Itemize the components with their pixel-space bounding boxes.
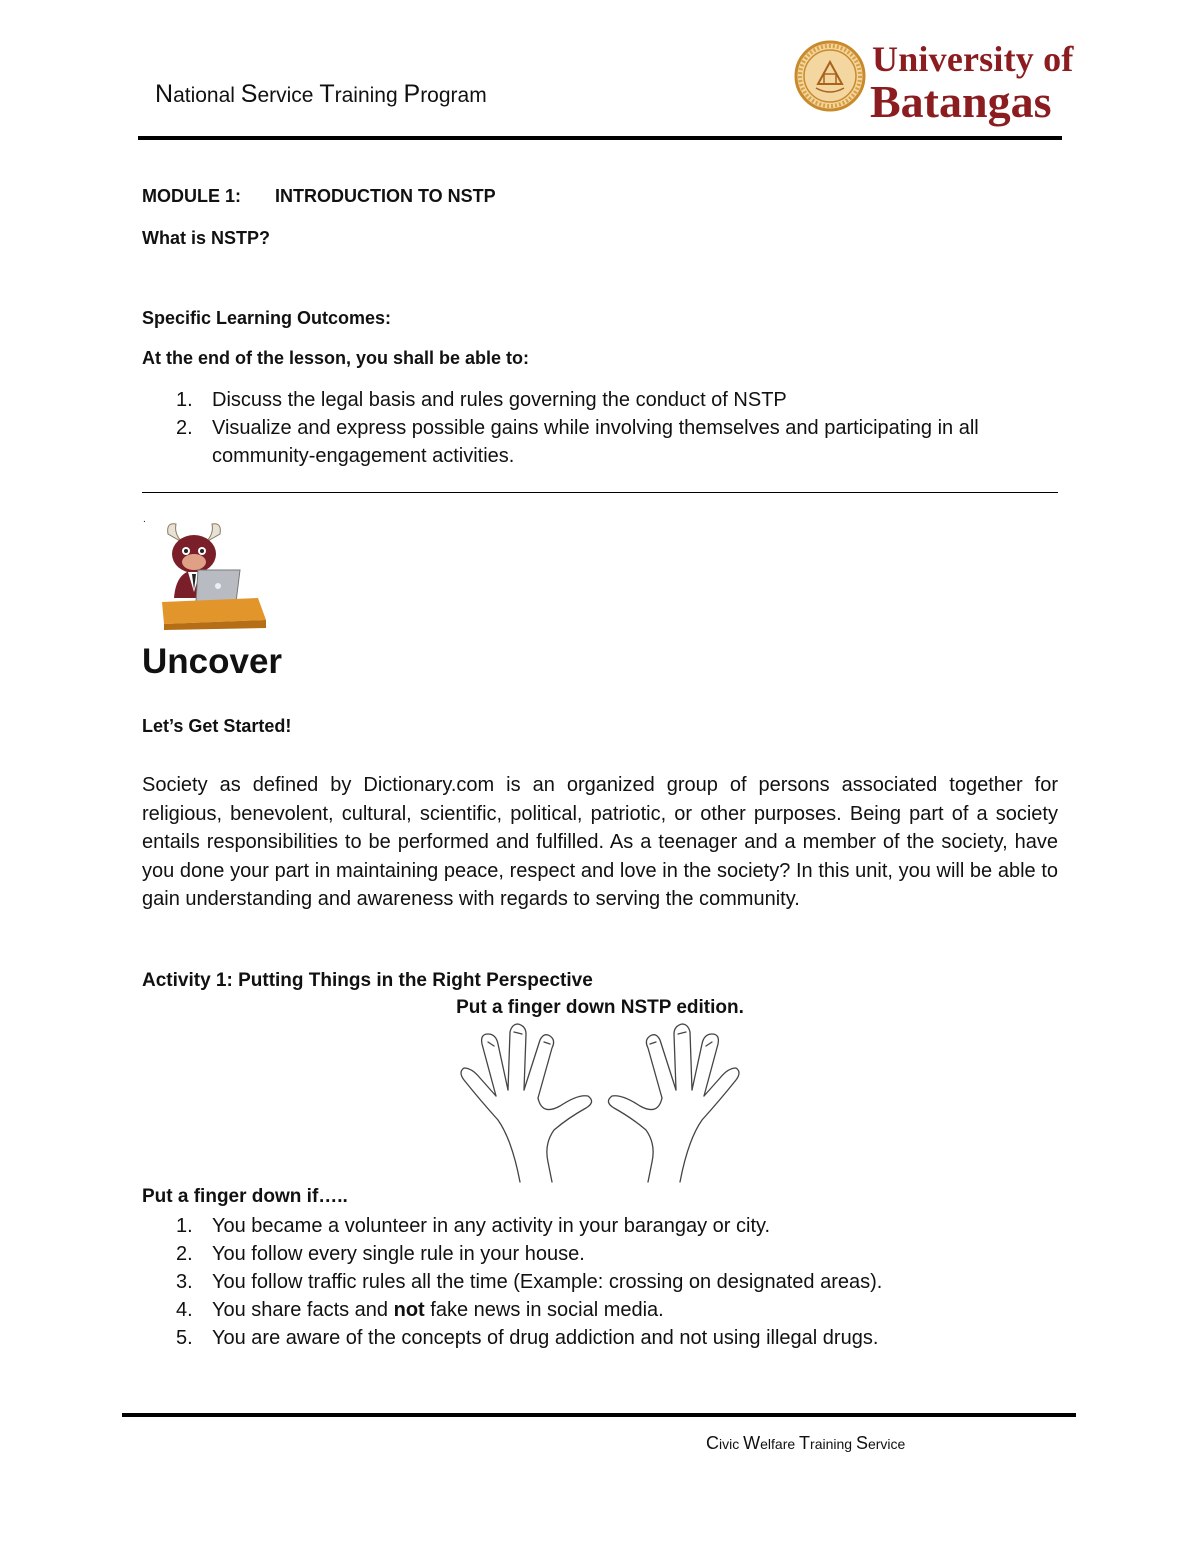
program-title-initial: N [155,80,174,108]
intro-paragraph: Society as defined by Dictionary.com is an organized group of persons associated together for religious, benevolent, cultural, scientific, political, patriotic, or other purposes. Being part of a society entails responsibilities to be performed and fulfilled. As a teenager and a member of the society, have you done your part in maintaining peace, respect and love in the society? In this unit, you will be able to gain understanding and awareness with regards to serving the community. [142,774,1058,910]
list-item-text: fake news in social media. [424,1299,664,1321]
program-title-initial: S [240,80,258,108]
section-subtitle: Let’s Get Started! [142,716,292,736]
header-divider [138,136,1062,140]
footer-initial: S [855,1433,868,1453]
program-title [155,80,487,109]
outcomes-intro: At the end of the lesson, you shall be able to: [142,348,530,368]
list-item-text: You follow every single rule in your house. [212,1243,585,1265]
list-item-text: Discuss the legal basis and rules governing the conduct of NSTP [212,389,787,411]
footer-word: ervice [867,1436,906,1452]
module-label: MODULE 1: [142,186,241,206]
university-logo [794,38,1084,128]
list-item-number: 3. [176,1271,193,1293]
activity-prompt: Put a finger down if….. [142,1186,348,1207]
section-divider [142,492,1058,493]
list-item-text: You are aware of the concepts of drug addiction and not using illegal drugs. [212,1327,879,1349]
outcomes-list [142,386,1058,470]
activity-title: Activity 1: Putting Things in the Right Perspective [142,970,593,991]
list-item-number: 4. [176,1299,193,1321]
footer-word: ivic [719,1436,744,1452]
list-item [142,1212,1058,1240]
list-item-emphasis: not [393,1299,425,1321]
footer-word: elfare [760,1436,800,1452]
program-title-initial: P [403,80,421,108]
footer-word: raining [810,1436,856,1452]
list-item [142,386,1058,414]
footer-initial: C [706,1433,719,1453]
list-item-text: You became a volunteer in any activity in your barangay or city. [212,1215,771,1237]
list-item-number: 2. [176,417,193,439]
footer-initial: W [743,1433,761,1453]
list-item-number: 2. [176,1243,193,1265]
list-item-text: You follow traffic rules all the time (Example: crossing on designated areas). [212,1271,883,1293]
list-item [142,1296,1058,1324]
program-title-word: ervice [257,84,320,107]
program-title-word: ational [173,84,241,107]
list-item-number: 1. [176,1215,193,1237]
hands-illustration-icon [450,1020,750,1185]
activity-list [142,1212,1058,1352]
list-item [142,1240,1058,1268]
activity-subtitle: Put a finger down NSTP edition. [456,997,744,1018]
list-item-number: 1. [176,389,193,411]
mascot-at-laptop-icon [158,520,268,630]
list-item [142,1324,1058,1352]
outcomes-heading: Specific Learning Outcomes: [142,308,392,328]
module-question: What is NSTP? [142,228,271,248]
module-title: INTRODUCTION TO NSTP [275,186,496,206]
list-item-number: 5. [176,1327,193,1349]
program-title-word: raining [334,84,404,107]
logo-text-university-of: University of [872,39,1074,79]
footer-title [706,1433,905,1454]
program-title-word: rogram [420,84,487,107]
list-item-text: Visualize and express possible gains while involving themselves and participating in all community-engagement activities. [212,417,979,467]
list-item-text: You share facts and [212,1299,394,1321]
list-item [142,414,1058,470]
footer-divider [122,1413,1076,1417]
module-heading [142,186,496,207]
stray-mark: . [143,514,146,525]
logo-text-batangas: Batangas [870,76,1052,127]
footer-initial: T [799,1433,811,1453]
list-item [142,1268,1058,1296]
program-title-initial: T [319,80,335,108]
section-title: Uncover [142,642,283,681]
university-seal-icon [794,40,866,112]
